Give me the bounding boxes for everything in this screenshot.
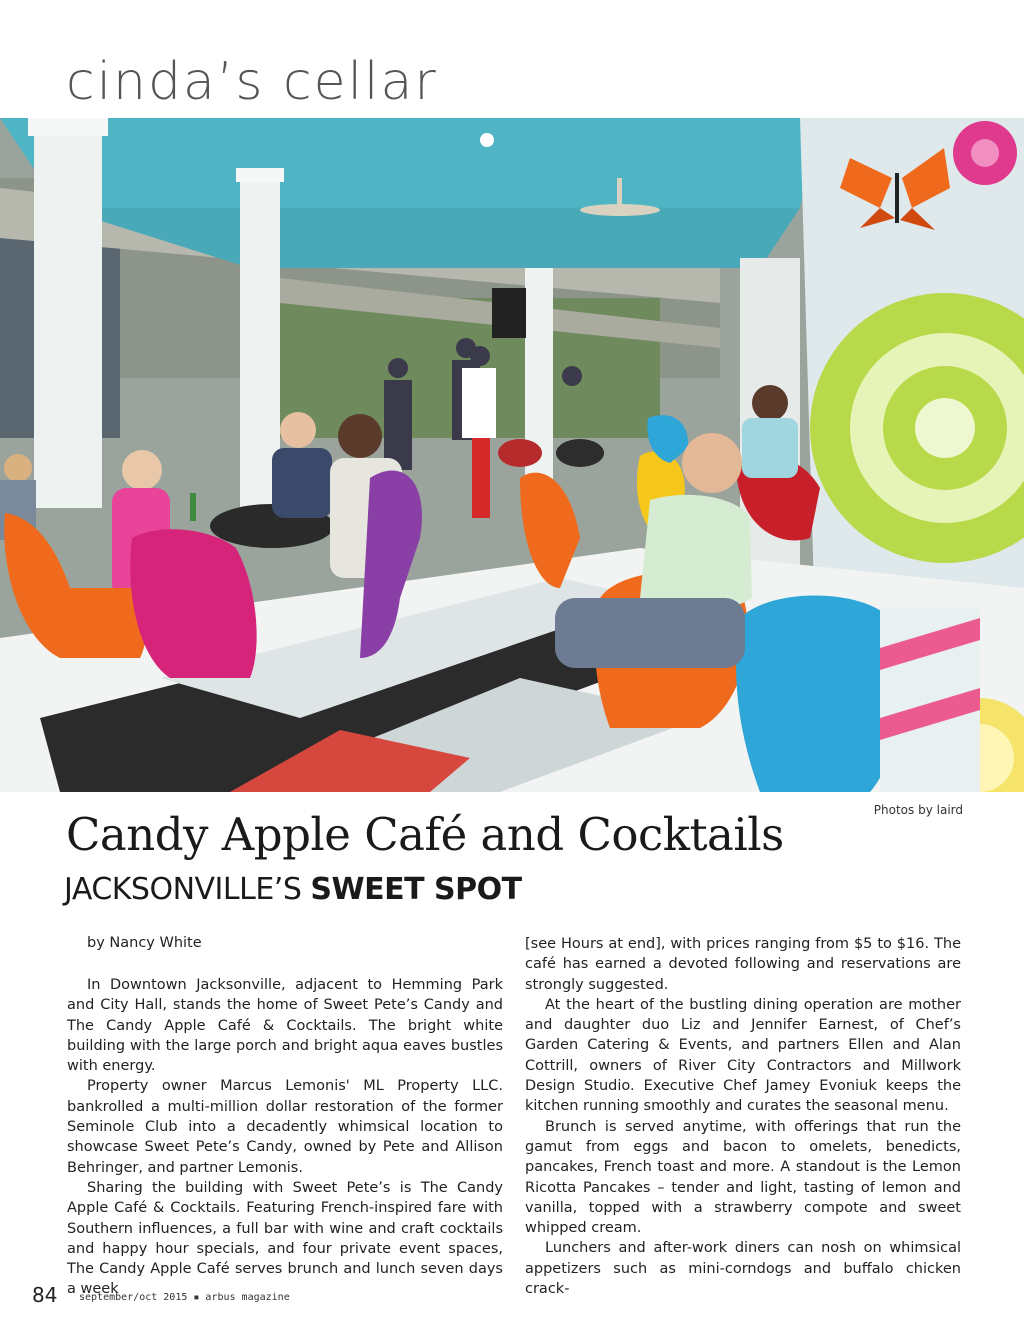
subhead-bold: SWEET SPOT	[310, 872, 522, 907]
subhead-regular: JACKSONVILLE’S	[64, 872, 311, 907]
article-column-left	[67, 975, 503, 1300]
paragraph: Property owner Marcus Lemonis' ML Property LLC. bankrolled a multi-million dollar restoration of the former Seminole Club into a decadently whimsical location to showcase Sweet Pete’s Candy, owned by Pete and Allison Behringer, and partner Lemonis.	[67, 1078, 503, 1176]
issue-footer: september/oct 2015 ▪ arbus magazine	[79, 1292, 290, 1303]
paragraph: Sharing the building with Sweet Pete’s is The Candy Apple Café & Cocktails. Featuring French-inspired fare with Southern influences, a full bar with wine and craft cocktails and happy hour specials, and four private event spaces, The Candy Apple Café serves brunch and lunch seven days a week	[67, 1179, 503, 1298]
paragraph: Lunchers and after-work diners can nosh on whimsical appetizers such as mini-corndogs and buffalo chicken crack-	[525, 1240, 961, 1298]
article-column-right	[525, 934, 961, 1299]
paragraph: In Downtown Jacksonville, adjacent to Hemming Park and City Hall, stands the home of Sweet Pete’s Candy and The Candy Apple Café & Cocktails. The bright white building with the large porch and bright aqua eaves bustles with energy.	[67, 977, 503, 1075]
page-number: 84	[32, 1283, 58, 1307]
hero-photo	[0, 118, 1024, 792]
article-headline: Candy Apple Café and Cocktails	[66, 808, 784, 861]
article-subhead	[64, 872, 522, 907]
paragraph: Brunch is served anytime, with offerings that run the gamut from eggs and bacon to omelets, benedicts, pancakes, French toast and more. A standout is the Lemon Ricotta Pancakes – tender and light, tasting of lemon and vanilla, topped with a strawberry compote and sweet whipped cream.	[525, 1118, 961, 1237]
byline: by Nancy White	[87, 935, 202, 951]
paragraph: [see Hours at end], with prices ranging from $5 to $16. The café has earned a devoted following and reservations are strongly suggested.	[525, 936, 961, 993]
paragraph: At the heart of the bustling dining operation are mother and daughter duo Liz and Jennifer Earnest, of Chef’s Garden Catering & Events, and partners Ellen and Alan Cottrill, owners of River City Contractors and Millwork Design Studio. Executive Chef Jamey Evoniuk keeps the kitchen running smoothly and curates the seasonal menu.	[525, 996, 961, 1115]
section-title: cinda’s cellar	[66, 52, 438, 112]
photo-credit: Photos by laird	[873, 803, 963, 817]
